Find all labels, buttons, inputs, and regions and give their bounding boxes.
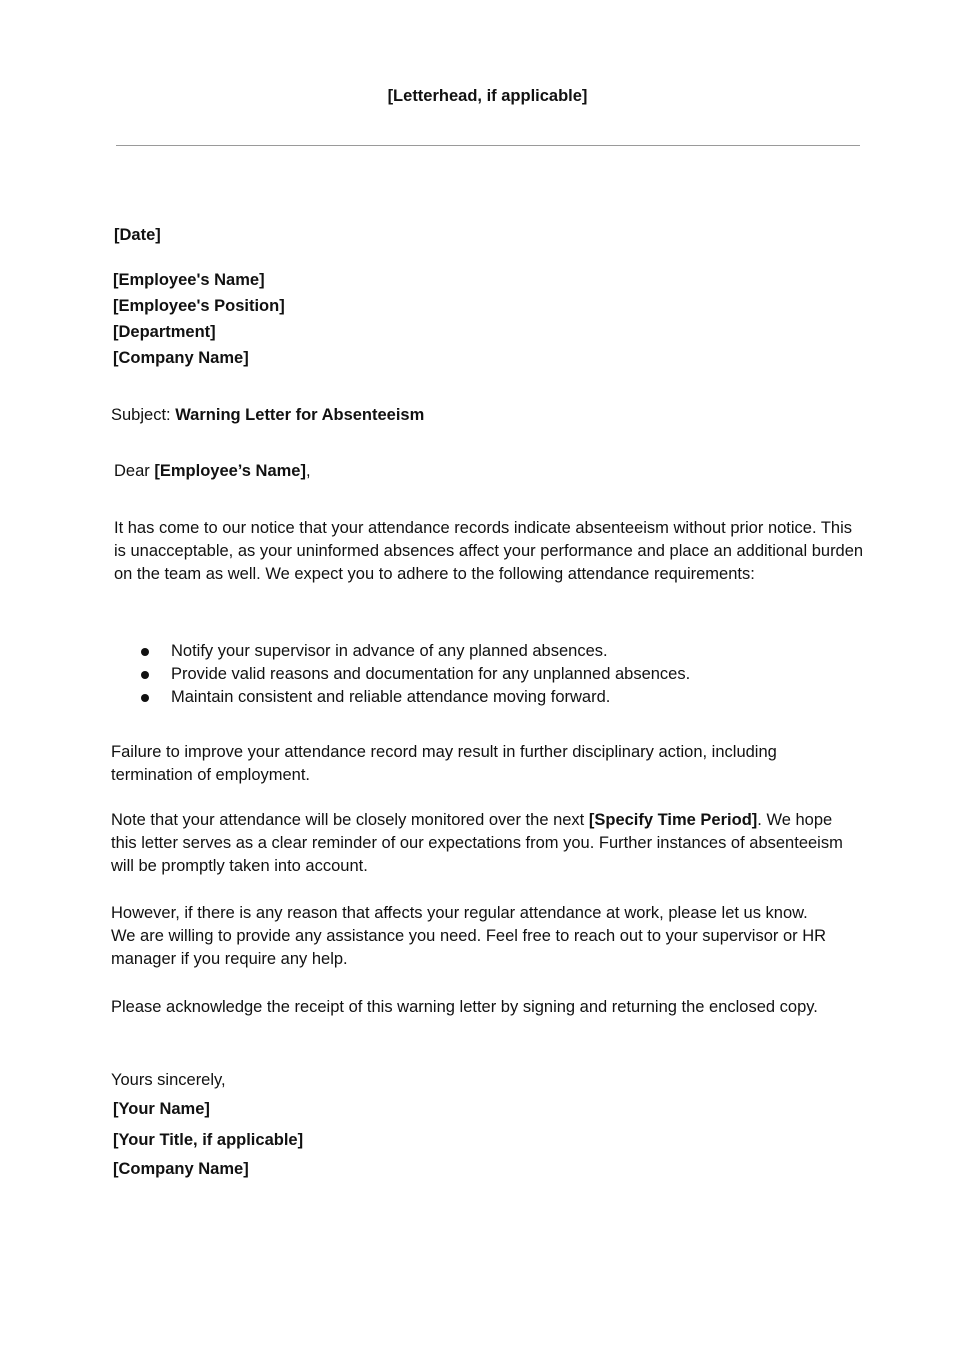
time-period-placeholder: [Specify Time Period]: [588, 811, 758, 829]
bullet-icon: [141, 648, 149, 656]
list-item: [113, 686, 853, 709]
recipient-name: [Employee's Name]: [113, 271, 265, 289]
header-divider: [116, 145, 860, 146]
assistance-paragraph: However, if there is any reason that affects your regular attendance at work, please let us know. We are willing to provide any assistance you need. Feel free to reach out to your supervisor or HR manager if you require any help.: [111, 904, 827, 968]
greeting-suffix: ,: [305, 462, 311, 480]
closing-salutation: Yours sincerely,: [111, 1071, 226, 1089]
greeting-name: [Employee’s Name]: [154, 462, 306, 480]
bullet-icon: [141, 671, 149, 679]
recipient-department: [Department]: [113, 323, 216, 341]
requirement-text: Notify your supervisor in advance of any planned absences.: [171, 642, 608, 660]
list-item: [113, 640, 853, 663]
intro-paragraph: It has come to our notice that your attendance records indicate absenteeism without prior notice. This is unacceptable, as your uninformed absences affect your performance and place an additional burden on the team as well. We expect you to adhere to the following attendance requirements:: [114, 519, 864, 583]
requirement-text: Maintain consistent and reliable attendance moving forward.: [171, 688, 611, 706]
recipient-address: [113, 267, 863, 371]
sender-title: [Your Title, if applicable]: [113, 1131, 304, 1149]
greeting: [114, 460, 864, 483]
requirement-text: Provide valid reasons and documentation for any unplanned absences.: [171, 665, 691, 683]
acknowledge-paragraph: Please acknowledge the receipt of this warning letter by signing and returning the enclosed copy.: [111, 998, 818, 1016]
letterhead: [Letterhead, if applicable]: [387, 87, 588, 105]
requirements-list: [113, 640, 853, 709]
sender-name: [Your Name]: [113, 1100, 210, 1118]
subject-label: Subject:: [111, 406, 176, 424]
monitor-paragraph: [111, 809, 859, 878]
recipient-company: [Company Name]: [113, 349, 249, 367]
list-item: [113, 663, 853, 686]
recipient-position: [Employee's Position]: [113, 297, 285, 315]
monitor-text-before: Note that your attendance will be closely monitored over the next: [111, 811, 589, 829]
monitor-text-after: . We hope this letter serves as a clear reminder of our expectations from you. Further instances of absenteeism will be promptly taken into account.: [111, 811, 843, 875]
subject-value: Warning Letter for Absenteeism: [175, 406, 425, 424]
greeting-prefix: Dear: [114, 462, 155, 480]
failure-paragraph: Failure to improve your attendance record may result in further disciplinary action, including termination of employment.: [111, 743, 777, 784]
bullet-icon: [141, 694, 149, 702]
sender-company: [Company Name]: [113, 1160, 249, 1178]
signature-block: [113, 1098, 863, 1181]
subject-line: [111, 404, 861, 427]
letter-date: [Date]: [114, 226, 161, 244]
